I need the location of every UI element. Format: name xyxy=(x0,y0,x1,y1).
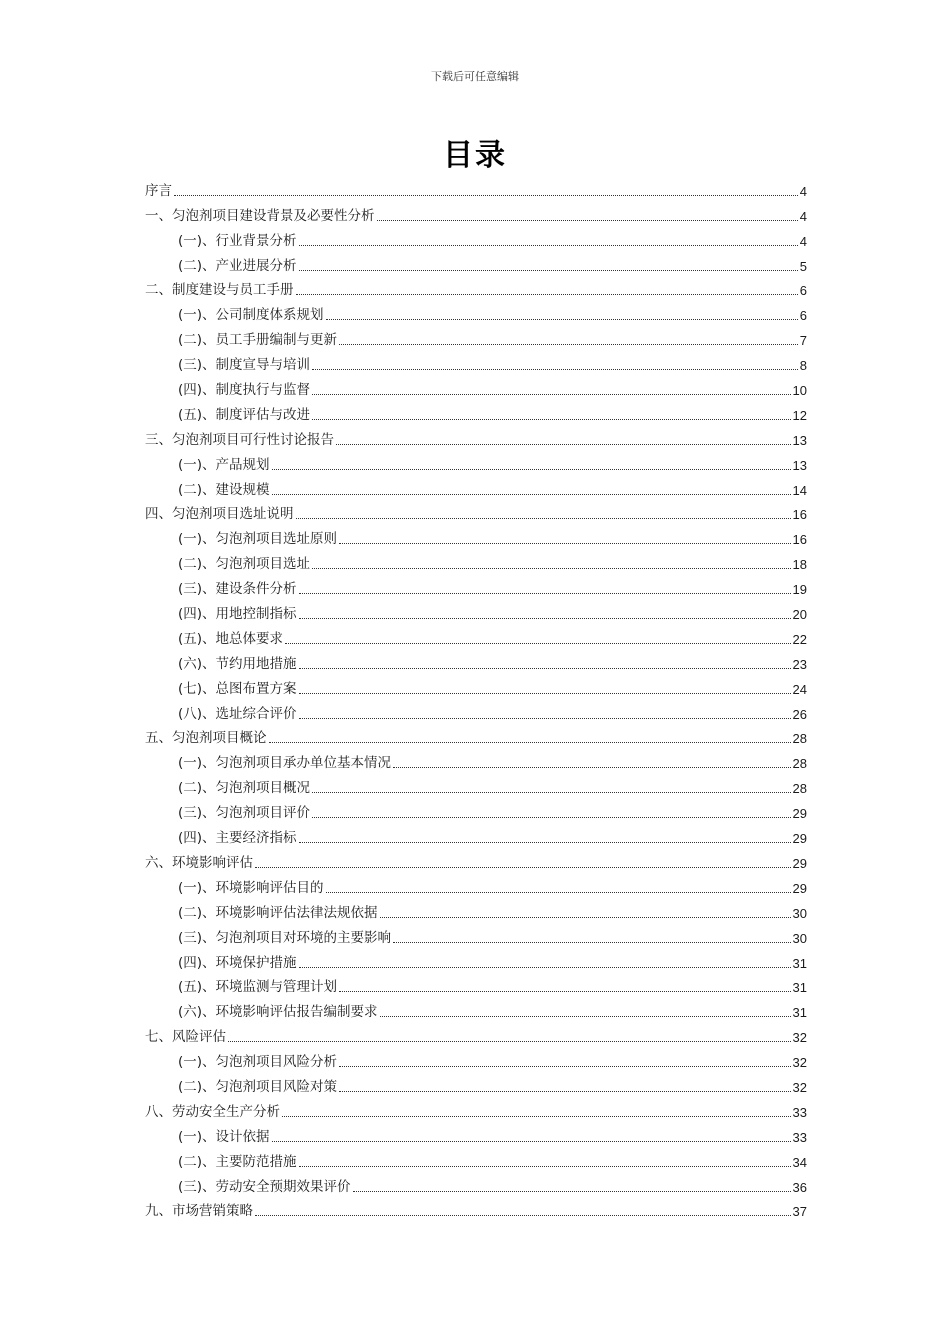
toc-entry-label: (一)、匀泡剂项目风险分析 xyxy=(178,1054,338,1071)
toc-entry[interactable] xyxy=(145,1196,807,1221)
toc-entry-label: 一、匀泡剂项目建设背景及必要性分析 xyxy=(145,207,375,224)
toc-entry-page-number: 16 xyxy=(792,507,807,523)
toc-entry-label: 三、匀泡剂项目可行性讨论报告 xyxy=(145,431,334,448)
toc-entry-label: (一)、匀泡剂项目选址原则 xyxy=(178,531,338,548)
toc-entry-page-number: 13 xyxy=(792,432,807,448)
toc-entry[interactable] xyxy=(145,673,807,698)
toc-entry-page-number: 19 xyxy=(792,582,807,598)
toc-entry[interactable] xyxy=(145,474,807,499)
toc-entry-page-number: 31 xyxy=(792,955,807,971)
toc-entry-label: (一)、设计依据 xyxy=(178,1128,270,1145)
toc-entry[interactable] xyxy=(145,822,807,847)
toc-dot-leader xyxy=(255,1214,791,1216)
toc-entry-label: (六)、节约用地措施 xyxy=(178,655,297,672)
toc-entry-label: (五)、制度评估与改进 xyxy=(178,406,311,423)
toc-entry[interactable] xyxy=(145,200,807,225)
toc-entry[interactable] xyxy=(145,1046,807,1071)
toc-entry-page-number: 29 xyxy=(792,831,807,847)
toc-entry-label: (一)、行业背景分析 xyxy=(178,232,297,249)
toc-dot-leader xyxy=(269,741,791,743)
toc-entry[interactable] xyxy=(145,1171,807,1196)
toc-entry-page-number: 30 xyxy=(792,905,807,921)
toc-entry-page-number: 32 xyxy=(792,1030,807,1046)
toc-entry-page-number: 6 xyxy=(799,283,807,299)
toc-entry-label: (二)、匀泡剂项目选址 xyxy=(178,556,311,573)
toc-entry-page-number: 22 xyxy=(792,631,807,647)
toc-entry-page-number: 18 xyxy=(792,557,807,573)
toc-entry-label: (五)、地总体要求 xyxy=(178,630,284,647)
toc-entry[interactable] xyxy=(145,1021,807,1046)
toc-entry[interactable] xyxy=(145,299,807,324)
toc-dot-leader xyxy=(380,1015,791,1017)
toc-entry[interactable] xyxy=(145,772,807,797)
toc-dot-leader xyxy=(336,443,791,445)
toc-entry[interactable] xyxy=(145,424,807,449)
toc-dot-leader xyxy=(272,493,791,495)
toc-entry[interactable] xyxy=(145,175,807,200)
toc-entry-label: 五、匀泡剂项目概论 xyxy=(145,730,267,747)
toc-dot-leader xyxy=(339,542,790,544)
toc-entry-label: (二)、员工手册编制与更新 xyxy=(178,332,338,349)
toc-entry-label: (七)、总图布置方案 xyxy=(178,680,297,697)
toc-entry[interactable] xyxy=(145,499,807,524)
toc-entry[interactable] xyxy=(145,349,807,374)
toc-entry[interactable] xyxy=(145,1146,807,1171)
toc-entry[interactable] xyxy=(145,399,807,424)
toc-entry-page-number: 24 xyxy=(792,681,807,697)
toc-entry-page-number: 10 xyxy=(792,383,807,399)
toc-entry[interactable] xyxy=(145,449,807,474)
toc-entry-label: 九、市场营销策略 xyxy=(145,1203,253,1220)
toc-entry-label: (三)、制度宣导与培训 xyxy=(178,357,311,374)
toc-dot-leader xyxy=(299,1165,791,1167)
toc-dot-leader xyxy=(299,269,798,271)
toc-entry[interactable] xyxy=(145,897,807,922)
toc-dot-leader xyxy=(296,293,798,295)
toc-entry[interactable] xyxy=(145,972,807,997)
toc-dot-leader xyxy=(393,766,790,768)
toc-entry-label: 八、劳动安全生产分析 xyxy=(145,1103,280,1120)
toc-dot-leader xyxy=(299,966,791,968)
toc-entry[interactable] xyxy=(145,275,807,300)
toc-entry-label: (二)、产业进展分析 xyxy=(178,257,297,274)
toc-entry-page-number: 4 xyxy=(799,183,807,199)
toc-entry-page-number: 31 xyxy=(792,1005,807,1021)
toc-dot-leader xyxy=(299,592,791,594)
toc-entry-label: (八)、选址综合评价 xyxy=(178,705,297,722)
toc-entry[interactable] xyxy=(145,548,807,573)
toc-entry-label: (四)、主要经济指标 xyxy=(178,830,297,847)
page-title: 目录 xyxy=(443,138,507,173)
toc-dot-leader xyxy=(312,791,790,793)
toc-entry-label: (三)、劳动安全预期效果评价 xyxy=(178,1178,351,1195)
toc-dot-leader xyxy=(299,667,791,669)
toc-entry[interactable] xyxy=(145,573,807,598)
toc-entry-page-number: 20 xyxy=(792,607,807,623)
toc-entry[interactable] xyxy=(145,723,807,748)
toc-dot-leader xyxy=(377,219,798,221)
toc-entry[interactable] xyxy=(145,623,807,648)
toc-entry-label: (一)、环境影响评估目的 xyxy=(178,879,324,896)
toc-dot-leader xyxy=(174,194,798,196)
toc-entry-page-number: 32 xyxy=(792,1055,807,1071)
toc-entry[interactable] xyxy=(145,922,807,947)
toc-entry[interactable] xyxy=(145,847,807,872)
toc-entry[interactable] xyxy=(145,947,807,972)
toc-entry[interactable] xyxy=(145,225,807,250)
toc-dot-leader xyxy=(339,343,798,345)
toc-entry-label: (二)、匀泡剂项目概况 xyxy=(178,780,311,797)
toc-entry-label: (一)、公司制度体系规划 xyxy=(178,307,324,324)
toc-entry-label: (五)、环境监测与管理计划 xyxy=(178,979,338,996)
toc-entry-page-number: 29 xyxy=(792,880,807,896)
toc-entry-label: (四)、环境保护措施 xyxy=(178,954,297,971)
toc-entry-page-number: 37 xyxy=(792,1204,807,1220)
toc-dot-leader xyxy=(296,517,791,519)
toc-entry-page-number: 6 xyxy=(799,308,807,324)
toc-entry-label: 四、匀泡剂项目选址说明 xyxy=(145,506,294,523)
toc-dot-leader xyxy=(380,916,791,918)
toc-entry-label: 七、风险评估 xyxy=(145,1029,226,1046)
toc-entry-page-number: 28 xyxy=(792,731,807,747)
toc-entry-page-number: 36 xyxy=(792,1179,807,1195)
toc-dot-leader xyxy=(312,393,790,395)
header-note: 下载后可任意编辑 xyxy=(431,70,519,83)
toc-entry[interactable] xyxy=(145,1121,807,1146)
toc-entry-label: (四)、用地控制指标 xyxy=(178,606,297,623)
toc-entry-page-number: 7 xyxy=(799,333,807,349)
toc-entry[interactable] xyxy=(145,324,807,349)
toc-dot-leader xyxy=(353,1190,791,1192)
toc-dot-leader xyxy=(299,717,791,719)
toc-entry-page-number: 4 xyxy=(799,233,807,249)
toc-dot-leader xyxy=(255,866,791,868)
toc-dot-leader xyxy=(393,941,790,943)
toc-dot-leader xyxy=(299,244,798,246)
toc-dot-leader xyxy=(272,468,791,470)
toc-entry-label: (一)、产品规划 xyxy=(178,456,270,473)
toc-entry[interactable] xyxy=(145,1071,807,1096)
toc-entry-label: (二)、主要防范措施 xyxy=(178,1153,297,1170)
toc-entry[interactable] xyxy=(145,523,807,548)
toc-dot-leader xyxy=(339,1065,790,1067)
toc-dot-leader xyxy=(299,841,791,843)
toc-dot-leader xyxy=(299,617,791,619)
toc-entry-page-number: 13 xyxy=(792,457,807,473)
toc-entry-label: (二)、建设规模 xyxy=(178,481,270,498)
toc-entry[interactable] xyxy=(145,698,807,723)
toc-entry-label: (六)、环境影响评估报告编制要求 xyxy=(178,1004,378,1021)
toc-entry-page-number: 28 xyxy=(792,781,807,797)
toc-entry[interactable] xyxy=(145,1096,807,1121)
toc-entry-label: (二)、环境影响评估法律法规依据 xyxy=(178,904,378,921)
toc-entry-label: 序言 xyxy=(145,182,172,199)
toc-dot-leader xyxy=(312,418,790,420)
toc-dot-leader xyxy=(285,642,790,644)
toc-dot-leader xyxy=(312,816,790,818)
toc-entry[interactable] xyxy=(145,996,807,1021)
toc-dot-leader xyxy=(326,318,798,320)
toc-entry[interactable] xyxy=(145,747,807,772)
toc-dot-leader xyxy=(228,1040,791,1042)
toc-entry-page-number: 33 xyxy=(792,1129,807,1145)
toc-entry-label: (三)、匀泡剂项目对环境的主要影响 xyxy=(178,929,392,946)
toc-entry-page-number: 26 xyxy=(792,706,807,722)
toc-entry-page-number: 23 xyxy=(792,656,807,672)
toc-entry-label: (三)、建设条件分析 xyxy=(178,581,297,598)
toc-dot-leader xyxy=(326,891,791,893)
toc-entry-label: (三)、匀泡剂项目评价 xyxy=(178,805,311,822)
toc-entry-label: 六、环境影响评估 xyxy=(145,854,253,871)
toc-entry-page-number: 29 xyxy=(792,855,807,871)
toc-entry-page-number: 12 xyxy=(792,407,807,423)
toc-dot-leader xyxy=(272,1140,791,1142)
toc-entry-page-number: 32 xyxy=(792,1079,807,1095)
toc-entry-label: 二、制度建设与员工手册 xyxy=(145,282,294,299)
toc-entry[interactable] xyxy=(145,872,807,897)
toc-entry[interactable] xyxy=(145,598,807,623)
toc-entry-page-number: 5 xyxy=(799,258,807,274)
toc-entry[interactable] xyxy=(145,374,807,399)
toc-dot-leader xyxy=(339,1090,790,1092)
table-of-contents xyxy=(145,175,807,1220)
toc-entry-label: (四)、制度执行与监督 xyxy=(178,382,311,399)
toc-entry-page-number: 33 xyxy=(792,1104,807,1120)
toc-entry[interactable] xyxy=(145,648,807,673)
toc-entry-page-number: 14 xyxy=(792,482,807,498)
toc-entry[interactable] xyxy=(145,250,807,275)
toc-entry-page-number: 34 xyxy=(792,1154,807,1170)
toc-entry-page-number: 29 xyxy=(792,806,807,822)
toc-dot-leader xyxy=(282,1115,791,1117)
toc-entry-page-number: 4 xyxy=(799,208,807,224)
toc-entry-label: (一)、匀泡剂项目承办单位基本情况 xyxy=(178,755,392,772)
toc-entry-page-number: 28 xyxy=(792,756,807,772)
toc-entry[interactable] xyxy=(145,797,807,822)
toc-entry-page-number: 30 xyxy=(792,930,807,946)
toc-dot-leader xyxy=(339,990,790,992)
toc-dot-leader xyxy=(299,692,791,694)
toc-entry-page-number: 8 xyxy=(799,358,807,374)
toc-entry-label: (二)、匀泡剂项目风险对策 xyxy=(178,1078,338,1095)
toc-dot-leader xyxy=(312,368,798,370)
toc-entry-page-number: 31 xyxy=(792,980,807,996)
toc-entry-page-number: 16 xyxy=(792,532,807,548)
toc-dot-leader xyxy=(312,567,790,569)
